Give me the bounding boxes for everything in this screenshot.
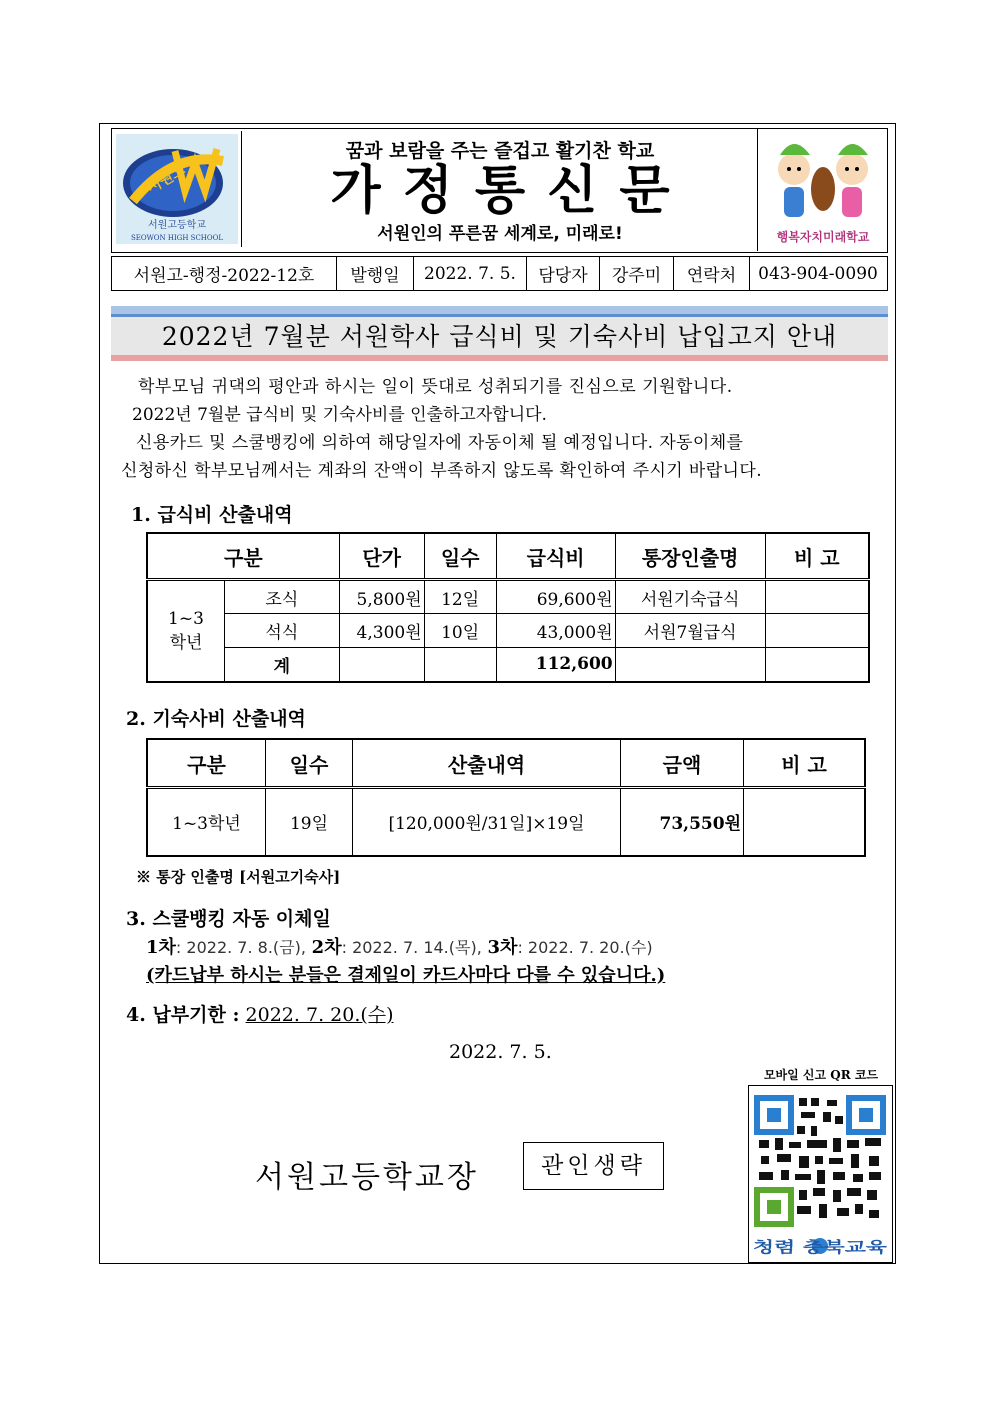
col-days: 일수 [266, 739, 353, 788]
logo-school-name-en: SEOWON HIGH SCHOOL [130, 234, 224, 242]
col-days: 일수 [424, 533, 496, 580]
grade-group-line-1: 1~3 [168, 608, 204, 629]
intro-line-3: 신용카드 및 스쿨뱅킹에 의하여 해당일자에 자동이체 될 예정입니다. 자동이체를 [136, 433, 744, 453]
col-unit-price: 단가 [339, 533, 424, 580]
section-2-heading: 2. 기숙사비 산출내역 [126, 708, 306, 730]
page-title: 가정통신문 [330, 161, 692, 221]
principal-name: 서원고등학교장 [255, 1160, 479, 1195]
table-row [147, 788, 865, 856]
school-slogan: 서원인의 푸른꿈 세계로, 미래로! [377, 224, 623, 244]
intro-line-4: 신청하신 학부모님께서는 계좌의 잔액이 부족하지 않도록 확인하여 주시기 바랍니다. [121, 461, 763, 481]
footer-date: 2022. 7. 5. [449, 1041, 552, 1063]
first-transfer-date: : 2022. 7. 8.(금), [175, 938, 306, 957]
col-calculation: 산출내역 [353, 739, 621, 788]
qr-caption: 청렴 충북교육 [753, 1238, 888, 1256]
contact-label: 연락처 [674, 257, 750, 290]
col-meal-cost: 급식비 [496, 533, 615, 580]
qr-code-icon [749, 1086, 891, 1261]
total-amount: 112,600 [496, 648, 615, 682]
logo-mark-text: 서원고 [145, 162, 189, 197]
third-transfer-label: 3차 [487, 937, 518, 958]
meal-cost-table [146, 532, 870, 683]
days: 10일 [424, 614, 496, 648]
col-note: 비 고 [744, 739, 866, 788]
total-row [147, 648, 869, 682]
days: 19일 [266, 788, 353, 856]
seal-omitted-box: 관인생략 [523, 1142, 664, 1190]
first-transfer-label: 1차 [146, 937, 176, 958]
dorm-account-note: ※ 통장 인출명 [서원고기숙사] [136, 868, 341, 886]
grade: 1~3학년 [147, 788, 266, 856]
calculation: [120,000원/31일]×19일 [353, 788, 621, 856]
note [765, 580, 869, 614]
deadline-date: 2022. 7. 20.(수) [245, 1004, 394, 1026]
qr-label: 모바일 신고 QR 코드 [763, 1068, 879, 1082]
qr-code-box[interactable] [748, 1085, 893, 1263]
card-payment-note: (카드납부 하시는 분들은 결제일이 카드사마다 다를 수 있습니다.) [146, 965, 666, 986]
manager-label: 담당자 [527, 257, 600, 290]
total-label: 계 [225, 648, 340, 682]
meal-type: 석식 [225, 614, 340, 648]
contact-number: 043-904-0090 [758, 263, 878, 284]
second-transfer-label: 2차 [311, 937, 342, 958]
meal-amount: 69,600원 [496, 580, 615, 614]
issue-date: 2022. 7. 5. [414, 257, 527, 290]
col-account-name: 통장인출명 [615, 533, 765, 580]
unit-price: 4,300원 [339, 614, 424, 648]
section-1-heading: 1. 급식비 산출내역 [131, 504, 293, 526]
dorm-cost-table [146, 738, 866, 857]
third-transfer-date: : 2022. 7. 20.(수) [517, 938, 653, 957]
school-motto: 꿈과 보람을 주는 즐겁고 활기찬 학교 [345, 140, 655, 162]
note [765, 614, 869, 648]
logo-school-name: 서원고등학교 [148, 220, 206, 231]
intro-line-1: 학부모님 귀댁의 평안과 하시는 일이 뜻대로 성취되기를 진심으로 기원합니다. [138, 377, 733, 397]
dorm-amount: 73,550원 [621, 788, 744, 856]
title-bar-pink [111, 355, 888, 361]
col-category: 구분 [147, 739, 266, 788]
account-name: 서원7월급식 [615, 614, 765, 648]
section-3-heading: 3. 스쿨뱅킹 자동 이체일 [126, 908, 331, 930]
grade-group-line-2: 학년 [169, 632, 203, 653]
note [744, 788, 866, 856]
days: 12일 [424, 580, 496, 614]
mascot-caption: 행복자치미래학교 [776, 230, 870, 244]
document-title: 2022년 7월분 서원학사 급식비 및 기숙사비 납입고지 안내 [111, 317, 888, 355]
title-bar-light [111, 306, 888, 314]
col-category: 구분 [147, 533, 339, 580]
issue-label: 발행일 [337, 257, 414, 290]
transfer-dates [146, 933, 653, 959]
unit-price: 5,800원 [339, 580, 424, 614]
grade-group [147, 580, 225, 682]
second-transfer-date: : 2022. 7. 14.(목), [341, 938, 482, 957]
intro-line-2: 2022년 7월분 급식비 및 기숙사비를 인출하고자합니다. [132, 405, 547, 425]
table-row [147, 580, 869, 614]
mascot-image [757, 129, 888, 251]
col-amount: 금액 [621, 739, 744, 788]
table-row [147, 614, 869, 648]
deadline-label: 4. 납부기한 : [126, 1004, 240, 1026]
col-note: 비 고 [765, 533, 869, 580]
manager-name: 강주미 [600, 257, 674, 290]
school-logo [113, 131, 242, 247]
meal-type: 조식 [225, 580, 340, 614]
meal-amount: 43,000원 [496, 614, 615, 648]
info-row [111, 256, 888, 291]
payment-deadline [126, 1000, 394, 1027]
doc-number: 서원고-행정-2022-12호 [112, 257, 337, 290]
account-name: 서원기숙급식 [615, 580, 765, 614]
